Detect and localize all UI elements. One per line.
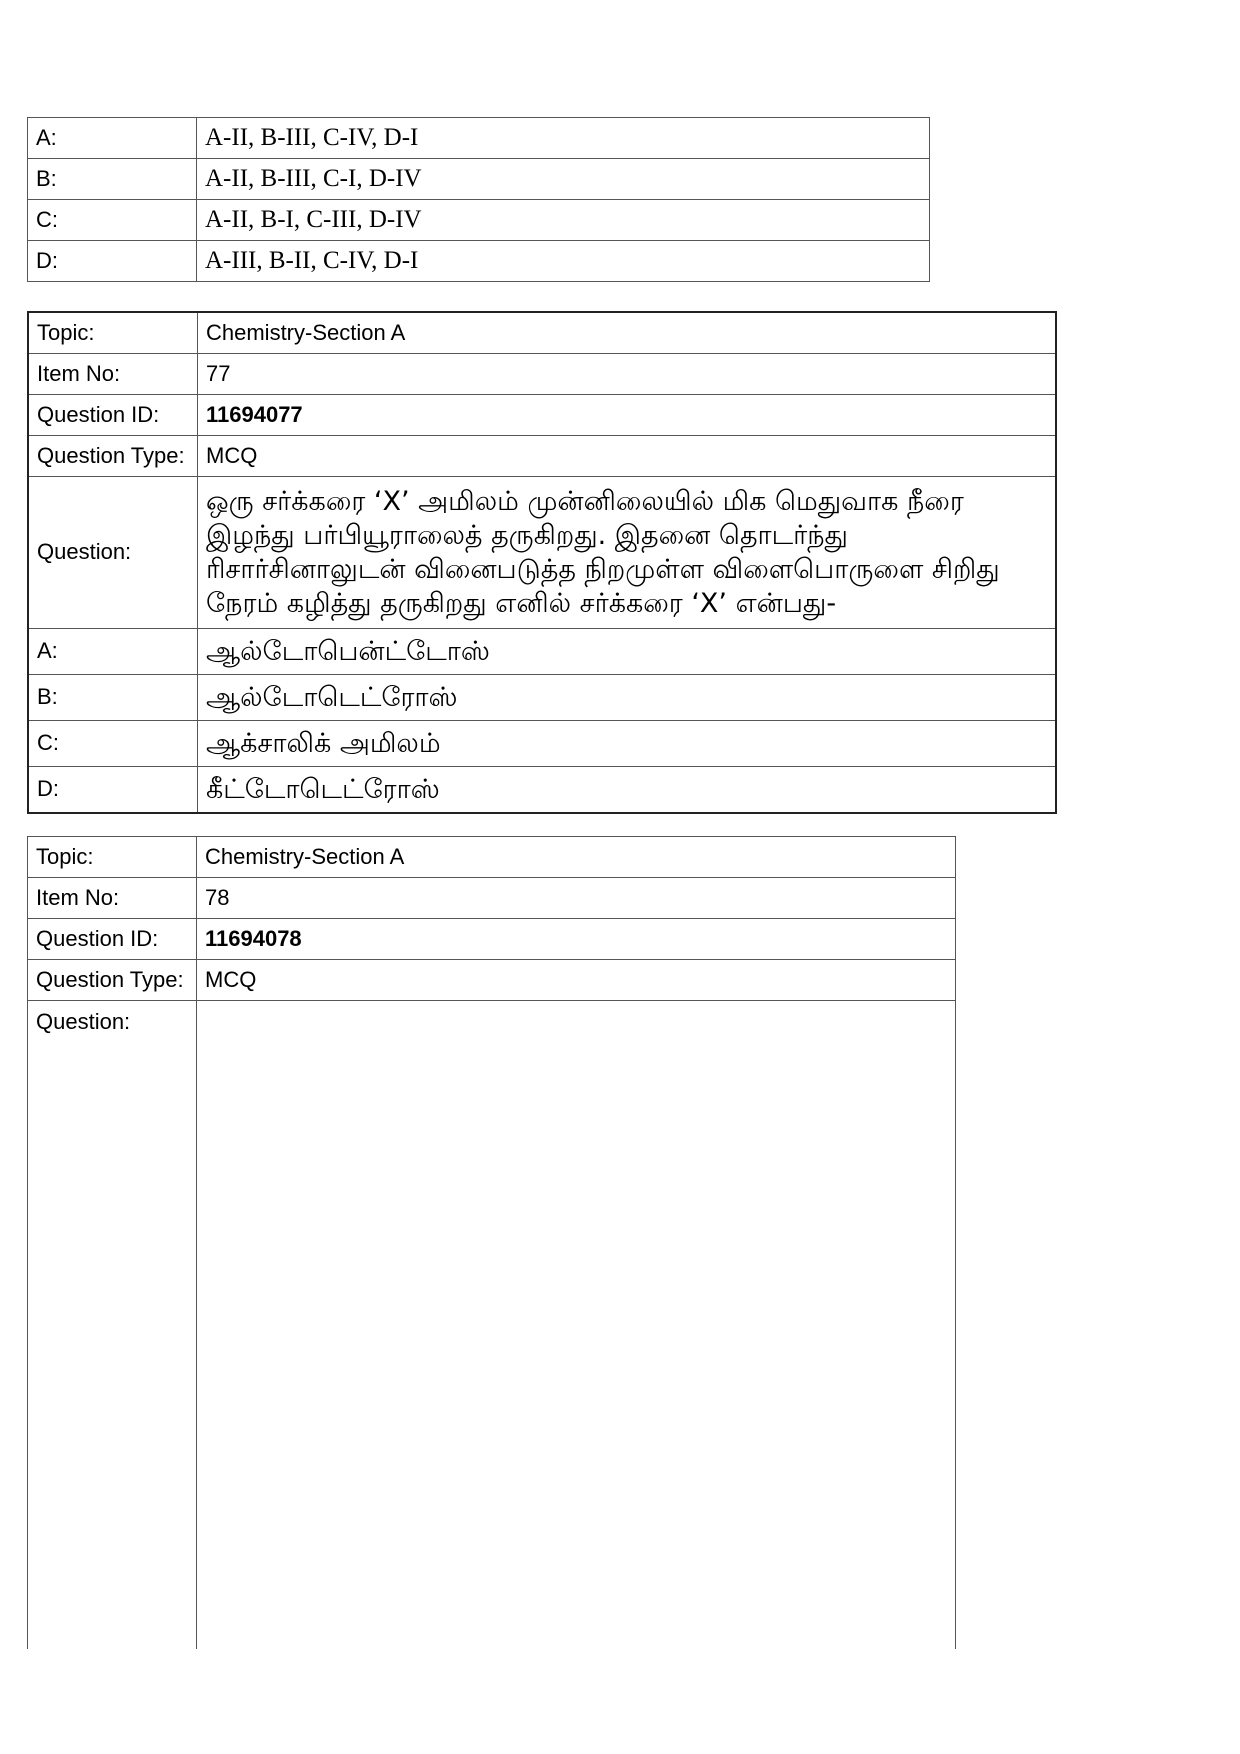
question-label: Question: [28,1001,197,1650]
question-type-value: MCQ [197,960,956,1001]
option-row-d [28,241,930,282]
option-value: ஆக்சாலிக் அமிலம் [198,721,1057,767]
option-row-c [28,721,1056,767]
option-row-b [28,675,1056,721]
question-type-value: MCQ [198,436,1057,477]
option-row-a [28,118,930,159]
question-type-row [28,960,956,1001]
option-label: A: [28,629,198,675]
option-value: ஆல்டோபென்ட்டோஸ் [198,629,1057,675]
item-no-label: Item No: [28,354,198,395]
topic-value: Chemistry-Section A [197,837,956,878]
item-no-row [28,354,1056,395]
item-no-row [28,878,956,919]
question-id-row [28,919,956,960]
option-label: A: [28,118,197,159]
question-type-label: Question Type: [28,436,198,477]
question-id-label: Question ID: [28,919,197,960]
question-row [28,1001,956,1650]
option-row-a [28,629,1056,675]
question-type-label: Question Type: [28,960,197,1001]
question-id-value: 11694078 [197,919,956,960]
topic-label: Topic: [28,312,198,354]
question-label: Question: [28,477,198,629]
item-no-label: Item No: [28,878,197,919]
option-label: C: [28,200,197,241]
option-row-c [28,200,930,241]
option-value: A-II, B-I, C-III, D-IV [197,200,930,241]
option-label: D: [28,241,197,282]
topic-row [28,312,1056,354]
item-no-value: 78 [197,878,956,919]
option-row-b [28,159,930,200]
option-value: A-II, B-III, C-IV, D-I [197,118,930,159]
option-value: A-II, B-III, C-I, D-IV [197,159,930,200]
question-77-table [27,311,1057,814]
previous-question-options-table [27,117,930,282]
topic-label: Topic: [28,837,197,878]
topic-value: Chemistry-Section A [198,312,1057,354]
option-value: கீட்டோடெட்ரோஸ் [198,767,1057,814]
question-text: ஒரு சர்க்கரை ‘X’ அமிலம் முன்னிலையில் மிக மெதுவாக நீரை இழந்து பர்பியூராலைத் தருகிறது. இதனை தொடர்ந்து ரிசார்சினாலுடன் வினைபடுத்த நிறமுள்ள விளைபொருளை சிறிது நேரம் கழித்து தருகிறது எனில் சர்க்கரை ‘X’ என்பது- [198,477,1057,629]
option-label: D: [28,767,198,814]
option-label: C: [28,721,198,767]
option-label: B: [28,675,198,721]
question-id-value: 11694077 [198,395,1057,436]
option-label: B: [28,159,197,200]
option-value: ஆல்டோடெட்ரோஸ் [198,675,1057,721]
option-row-d [28,767,1056,814]
question-row [28,477,1056,629]
question-78-table [27,836,956,1649]
option-value: A-III, B-II, C-IV, D-I [197,241,930,282]
question-content-area [197,1001,956,1650]
question-id-row [28,395,1056,436]
question-type-row [28,436,1056,477]
question-id-label: Question ID: [28,395,198,436]
topic-row [28,837,956,878]
item-no-value: 77 [198,354,1057,395]
